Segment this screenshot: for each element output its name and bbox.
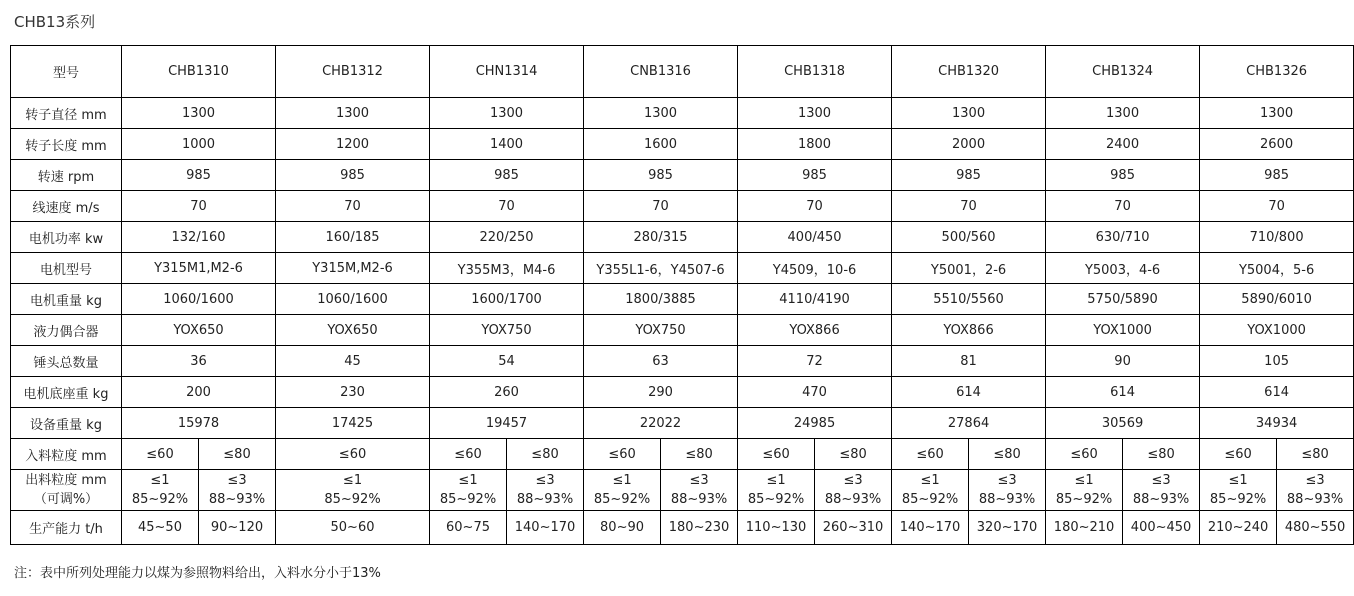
output-pct-value: 88~93% bbox=[978, 492, 1036, 507]
value-cell: 27864 bbox=[892, 408, 1046, 439]
value-cell: 110~130 bbox=[738, 511, 815, 545]
value-cell: 1300 bbox=[122, 98, 276, 129]
table-row bbox=[11, 377, 1354, 408]
row-label: 入料粒度 mm bbox=[11, 439, 122, 470]
row-label-line: （可调%） bbox=[33, 492, 99, 507]
value-cell: 200 bbox=[122, 377, 276, 408]
value-cell: 30569 bbox=[1046, 408, 1200, 439]
table-row bbox=[11, 284, 1354, 315]
footnote: 注：表中所列处理能力以煤为参照物料给出，入料水分小于13% bbox=[14, 566, 381, 581]
value-cell: 180~210 bbox=[1046, 511, 1123, 545]
output-size-value: ≤3 bbox=[689, 473, 709, 488]
value-cell bbox=[276, 470, 430, 511]
value-cell: 1600 bbox=[584, 129, 738, 160]
value-cell: ≤60 bbox=[1046, 439, 1123, 470]
value-cell: 34934 bbox=[1200, 408, 1354, 439]
value-cell: 2600 bbox=[1200, 129, 1354, 160]
value-cell: 500/560 bbox=[892, 222, 1046, 253]
value-cell: ≤80 bbox=[1123, 439, 1200, 470]
value-cell: 140~170 bbox=[507, 511, 584, 545]
value-cell: 180~230 bbox=[661, 511, 738, 545]
value-cell: 210~240 bbox=[1200, 511, 1277, 545]
value-cell: 5750/5890 bbox=[1046, 284, 1200, 315]
table-header-row bbox=[11, 46, 1354, 98]
value-cell: 614 bbox=[1046, 377, 1200, 408]
output-pct-value: 85~92% bbox=[901, 492, 959, 507]
value-cell: 4110/4190 bbox=[738, 284, 892, 315]
capacity-row bbox=[11, 511, 1354, 545]
value-cell: 36 bbox=[122, 346, 276, 377]
value-cell: 1300 bbox=[738, 98, 892, 129]
model-header-cell: CHB1312 bbox=[276, 46, 430, 98]
row-label: 生产能力 t/h bbox=[11, 511, 122, 545]
output-size-value: ≤3 bbox=[997, 473, 1017, 488]
value-cell: 1300 bbox=[1046, 98, 1200, 129]
value-cell: 400/450 bbox=[738, 222, 892, 253]
table-row bbox=[11, 191, 1354, 222]
value-cell: 22022 bbox=[584, 408, 738, 439]
output-pct-value: 88~93% bbox=[824, 492, 882, 507]
value-cell: 70 bbox=[892, 191, 1046, 222]
output-size-value: ≤1 bbox=[1074, 473, 1094, 488]
output-pct-value: 88~93% bbox=[1132, 492, 1190, 507]
row-label: 液力偶合器 bbox=[11, 315, 122, 346]
value-cell bbox=[507, 470, 584, 511]
value-cell bbox=[1277, 470, 1354, 511]
value-cell: ≤80 bbox=[969, 439, 1046, 470]
row-label: 转速 rpm bbox=[11, 160, 122, 191]
row-label: 电机型号 bbox=[11, 253, 122, 284]
value-cell: Y5001，2-6 bbox=[892, 253, 1046, 284]
output-size-value: ≤1 bbox=[342, 473, 363, 488]
output-size-value: ≤1 bbox=[612, 473, 632, 488]
value-cell: ≤80 bbox=[815, 439, 892, 470]
value-cell: 1800/3885 bbox=[584, 284, 738, 315]
value-cell: 985 bbox=[1046, 160, 1200, 191]
value-cell: ≤80 bbox=[199, 439, 276, 470]
output-size-value: ≤3 bbox=[1305, 473, 1325, 488]
value-cell: ≤80 bbox=[661, 439, 738, 470]
value-cell: 50~60 bbox=[276, 511, 430, 545]
value-cell: Y4509，10-6 bbox=[738, 253, 892, 284]
value-cell: Y5004，5-6 bbox=[1200, 253, 1354, 284]
output-size-value: ≤3 bbox=[227, 473, 247, 488]
value-cell: 320~170 bbox=[969, 511, 1046, 545]
value-cell: 260 bbox=[430, 377, 584, 408]
value-cell: 985 bbox=[584, 160, 738, 191]
spec-table bbox=[10, 45, 1354, 545]
value-cell: 2000 bbox=[892, 129, 1046, 160]
output-size-value: ≤1 bbox=[1228, 473, 1248, 488]
output-size-value: ≤1 bbox=[766, 473, 786, 488]
value-cell bbox=[122, 470, 199, 511]
value-cell: 1300 bbox=[430, 98, 584, 129]
value-cell: 70 bbox=[122, 191, 276, 222]
value-cell: 1060/1600 bbox=[276, 284, 430, 315]
value-cell: 1300 bbox=[276, 98, 430, 129]
output-pct-value: 85~92% bbox=[131, 492, 189, 507]
row-label: 电机底座重 kg bbox=[11, 377, 122, 408]
output-pct-value: 85~92% bbox=[1209, 492, 1267, 507]
value-cell: 132/160 bbox=[122, 222, 276, 253]
value-cell: 1400 bbox=[430, 129, 584, 160]
value-cell: 614 bbox=[1200, 377, 1354, 408]
value-cell: 70 bbox=[1046, 191, 1200, 222]
value-cell: YOX750 bbox=[584, 315, 738, 346]
value-cell: 5890/6010 bbox=[1200, 284, 1354, 315]
value-cell: YOX866 bbox=[892, 315, 1046, 346]
value-cell: 140~170 bbox=[892, 511, 969, 545]
row-label: 电机功率 kw bbox=[11, 222, 122, 253]
value-cell: 5510/5560 bbox=[892, 284, 1046, 315]
output-pct-value: 85~92% bbox=[747, 492, 805, 507]
row-label: 型号 bbox=[11, 46, 122, 98]
value-cell: 614 bbox=[892, 377, 1046, 408]
page-title: CHB13系列 bbox=[14, 13, 96, 31]
value-cell: 1000 bbox=[122, 129, 276, 160]
value-cell bbox=[584, 470, 661, 511]
model-header-cell: CHB1310 bbox=[122, 46, 276, 98]
value-cell: ≤60 bbox=[276, 439, 430, 470]
table-row bbox=[11, 408, 1354, 439]
output-pct-value: 85~92% bbox=[324, 492, 381, 507]
value-cell: 15978 bbox=[122, 408, 276, 439]
output-size-row bbox=[11, 470, 1354, 511]
value-cell bbox=[815, 470, 892, 511]
feed-size-row bbox=[11, 439, 1354, 470]
value-cell: 90~120 bbox=[199, 511, 276, 545]
output-size-value: ≤3 bbox=[843, 473, 863, 488]
output-size-value: ≤1 bbox=[150, 473, 170, 488]
value-cell: 160/185 bbox=[276, 222, 430, 253]
value-cell: Y5003，4-6 bbox=[1046, 253, 1200, 284]
value-cell: 70 bbox=[1200, 191, 1354, 222]
value-cell: 1800 bbox=[738, 129, 892, 160]
value-cell: 470 bbox=[738, 377, 892, 408]
value-cell bbox=[661, 470, 738, 511]
value-cell: YOX750 bbox=[430, 315, 584, 346]
value-cell: 70 bbox=[276, 191, 430, 222]
row-label: 锤头总数量 bbox=[11, 346, 122, 377]
value-cell: ≤60 bbox=[892, 439, 969, 470]
table-row bbox=[11, 346, 1354, 377]
row-label-line: 出料粒度 mm bbox=[25, 473, 107, 488]
model-header-cell: CHB1320 bbox=[892, 46, 1046, 98]
value-cell: YOX1000 bbox=[1200, 315, 1354, 346]
table-row bbox=[11, 98, 1354, 129]
value-cell: 63 bbox=[584, 346, 738, 377]
row-label: 线速度 m/s bbox=[11, 191, 122, 222]
value-cell: 45 bbox=[276, 346, 430, 377]
table-row bbox=[11, 253, 1354, 284]
value-cell: ≤60 bbox=[584, 439, 661, 470]
value-cell: Y315M1,M2-6 bbox=[122, 253, 276, 284]
row-label: 转子直径 mm bbox=[11, 98, 122, 129]
value-cell: 985 bbox=[738, 160, 892, 191]
value-cell: 630/710 bbox=[1046, 222, 1200, 253]
value-cell: ≤60 bbox=[738, 439, 815, 470]
output-size-value: ≤3 bbox=[1151, 473, 1171, 488]
value-cell: Y315M,M2-6 bbox=[276, 253, 430, 284]
value-cell: 290 bbox=[584, 377, 738, 408]
value-cell: 70 bbox=[430, 191, 584, 222]
row-label bbox=[11, 470, 122, 511]
value-cell: 1300 bbox=[1200, 98, 1354, 129]
value-cell: 985 bbox=[892, 160, 1046, 191]
model-header-cell: CHB1318 bbox=[738, 46, 892, 98]
value-cell: 220/250 bbox=[430, 222, 584, 253]
value-cell: Y355L1-6，Y4507-6 bbox=[584, 253, 738, 284]
value-cell: ≤60 bbox=[122, 439, 199, 470]
output-pct-value: 88~93% bbox=[670, 492, 728, 507]
value-cell: 70 bbox=[584, 191, 738, 222]
value-cell bbox=[969, 470, 1046, 511]
value-cell: 1300 bbox=[892, 98, 1046, 129]
value-cell: 260~310 bbox=[815, 511, 892, 545]
output-pct-value: 88~93% bbox=[1286, 492, 1344, 507]
row-label: 电机重量 kg bbox=[11, 284, 122, 315]
value-cell bbox=[738, 470, 815, 511]
value-cell: YOX866 bbox=[738, 315, 892, 346]
value-cell bbox=[1200, 470, 1277, 511]
model-header-cell: CHB1324 bbox=[1046, 46, 1200, 98]
table-row bbox=[11, 129, 1354, 160]
table-row bbox=[11, 315, 1354, 346]
value-cell bbox=[430, 470, 507, 511]
value-cell: 230 bbox=[276, 377, 430, 408]
value-cell: 60~75 bbox=[430, 511, 507, 545]
value-cell: 985 bbox=[276, 160, 430, 191]
output-pct-value: 85~92% bbox=[593, 492, 651, 507]
value-cell: 19457 bbox=[430, 408, 584, 439]
value-cell: 280/315 bbox=[584, 222, 738, 253]
value-cell: 1600/1700 bbox=[430, 284, 584, 315]
output-size-value: ≤1 bbox=[920, 473, 940, 488]
value-cell: 1300 bbox=[584, 98, 738, 129]
value-cell: 1060/1600 bbox=[122, 284, 276, 315]
output-pct-value: 85~92% bbox=[1055, 492, 1113, 507]
model-header-cell: CHB1326 bbox=[1200, 46, 1354, 98]
value-cell: 1200 bbox=[276, 129, 430, 160]
value-cell: Y355M3，M4-6 bbox=[430, 253, 584, 284]
output-pct-value: 88~93% bbox=[208, 492, 266, 507]
value-cell: 72 bbox=[738, 346, 892, 377]
value-cell: 45~50 bbox=[122, 511, 199, 545]
table-row bbox=[11, 222, 1354, 253]
model-header-cell: CHN1314 bbox=[430, 46, 584, 98]
value-cell: 17425 bbox=[276, 408, 430, 439]
value-cell: 105 bbox=[1200, 346, 1354, 377]
value-cell: 80~90 bbox=[584, 511, 661, 545]
value-cell: 81 bbox=[892, 346, 1046, 377]
row-label: 设备重量 kg bbox=[11, 408, 122, 439]
value-cell: 985 bbox=[430, 160, 584, 191]
value-cell: 400~450 bbox=[1123, 511, 1200, 545]
model-header-cell: CNB1316 bbox=[584, 46, 738, 98]
output-pct-value: 88~93% bbox=[516, 492, 574, 507]
value-cell: 90 bbox=[1046, 346, 1200, 377]
value-cell: 985 bbox=[1200, 160, 1354, 191]
value-cell: 480~550 bbox=[1277, 511, 1354, 545]
value-cell: ≤80 bbox=[507, 439, 584, 470]
value-cell: 985 bbox=[122, 160, 276, 191]
value-cell: ≤60 bbox=[1200, 439, 1277, 470]
value-cell: ≤60 bbox=[430, 439, 507, 470]
value-cell: 710/800 bbox=[1200, 222, 1354, 253]
output-pct-value: 85~92% bbox=[439, 492, 497, 507]
value-cell bbox=[892, 470, 969, 511]
output-size-value: ≤3 bbox=[535, 473, 555, 488]
value-cell: ≤80 bbox=[1277, 439, 1354, 470]
value-cell: YOX1000 bbox=[1046, 315, 1200, 346]
value-cell: YOX650 bbox=[276, 315, 430, 346]
value-cell: 70 bbox=[738, 191, 892, 222]
value-cell: 24985 bbox=[738, 408, 892, 439]
output-size-value: ≤1 bbox=[458, 473, 478, 488]
value-cell: 2400 bbox=[1046, 129, 1200, 160]
table-row bbox=[11, 160, 1354, 191]
value-cell: 54 bbox=[430, 346, 584, 377]
value-cell bbox=[1046, 470, 1123, 511]
value-cell: YOX650 bbox=[122, 315, 276, 346]
row-label: 转子长度 mm bbox=[11, 129, 122, 160]
value-cell bbox=[1123, 470, 1200, 511]
value-cell bbox=[199, 470, 276, 511]
